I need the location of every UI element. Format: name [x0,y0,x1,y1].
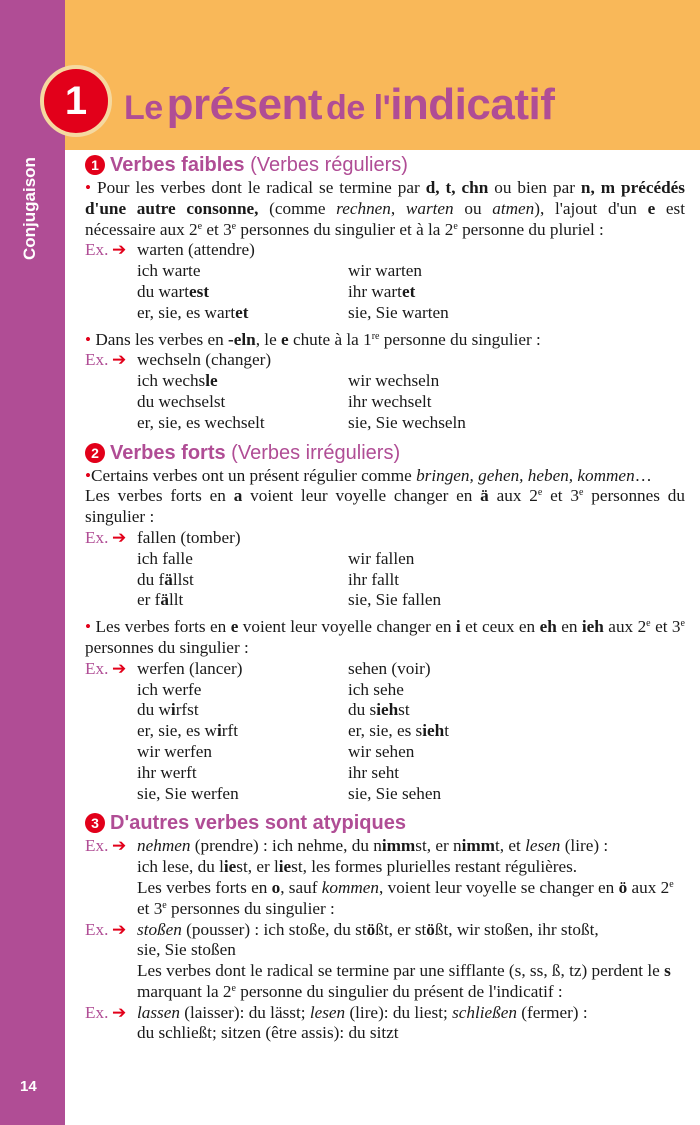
example: Ex. ➔ wechseln (changer) [85,350,272,370]
section-heading-3: 3 D'autres verbes sont atypiques [85,810,685,836]
content [85,148,685,1044]
conjugation-table: ich warte wir warten du wartest ihr wartet er, sie, es wartet sie, Sie warten [137,261,449,322]
paragraph: •Certains verbes ont un présent régulier comme bringen, gehen, heben, kommen… [85,465,652,485]
example: Ex. ➔ lassen (laisser): du lässt; lesen (lire): du liest; schließen (fermer) : du schließt; sitzen (être assis): du sitzt [85,1002,588,1043]
example: Ex. ➔ werfen (lancer) sehen (voir) [85,658,431,678]
section-label: Conjugaison [20,157,39,260]
page-number: 14 [20,1078,37,1095]
section-heading-1: 1 Verbes faibles (Verbes réguliers) [85,152,685,178]
section-heading-2: 2 Verbes forts (Verbes irréguliers) [85,440,685,466]
paragraph: Les verbes forts en a voient leur voyelle changer en ä aux 2e et 3e personnes du singulier : [85,486,685,527]
page-title: Le présent de l'indicatif [124,80,555,129]
example: Ex. ➔ stoßen (pousser) : ich stoße, du stößt, er stößt, wir stoßen, ihr stoßt, sie, Sie stoßen Les verbes dont le radical se termine par une sifflante (s, ss, ß, tz) perdent le s marquant la 2e personne du singulier du présent de l'indicatif : [85,919,671,1001]
example: Ex. ➔ warten (attendre) [85,240,255,260]
paragraph: • Les verbes forts en e voient leur voyelle changer en i et ceux en eh en ieh aux 2e et 3e personnes du singulier : [85,617,685,657]
conjugation-table: ich falle wir fallen du fällst ihr fallt er fällt sie, Sie fallen [137,548,442,610]
paragraph: • Pour les verbes dont le radical se termine par d, t, chn ou bien par n, m précédés d'une autre consonne, (comme rechnen, warten ou atmen), l'ajout d'un e est nécessaire aux 2e et 3e personnes du singulier et à la 2e personne du pluriel : [85,178,686,239]
sidebar [0,0,65,1125]
chapter-number: 1 [40,65,112,137]
example: Ex. ➔ nehmen (prendre) : ich nehme, du nimmst, er nimmt, et lesen (lire) : ich lese, du liest, er liest, les formes plurielles restant régulières. Les verbes forts en o, sauf kommen, voient leur voyelle se changer en ö aux 2e et 3e personnes du singulier : [85,836,674,918]
example: Ex. ➔ fallen (tomber) [85,527,241,547]
paragraph: • Dans les verbes en -eln, le e chute à la 1re personne du singulier : [85,329,541,349]
conjugation-table: ich werfe ich sehe du wirfst du siehst er, sie, es wirft er, sie, es sieht wir werfen wir sehen ihr werft ihr seht sie, Sie werfen sie, Sie sehen [137,679,449,803]
conjugation-table: ich wechsle wir wechseln du wechselst ihr wechselt er, sie, es wechselt sie, Sie wechseln [137,371,466,432]
